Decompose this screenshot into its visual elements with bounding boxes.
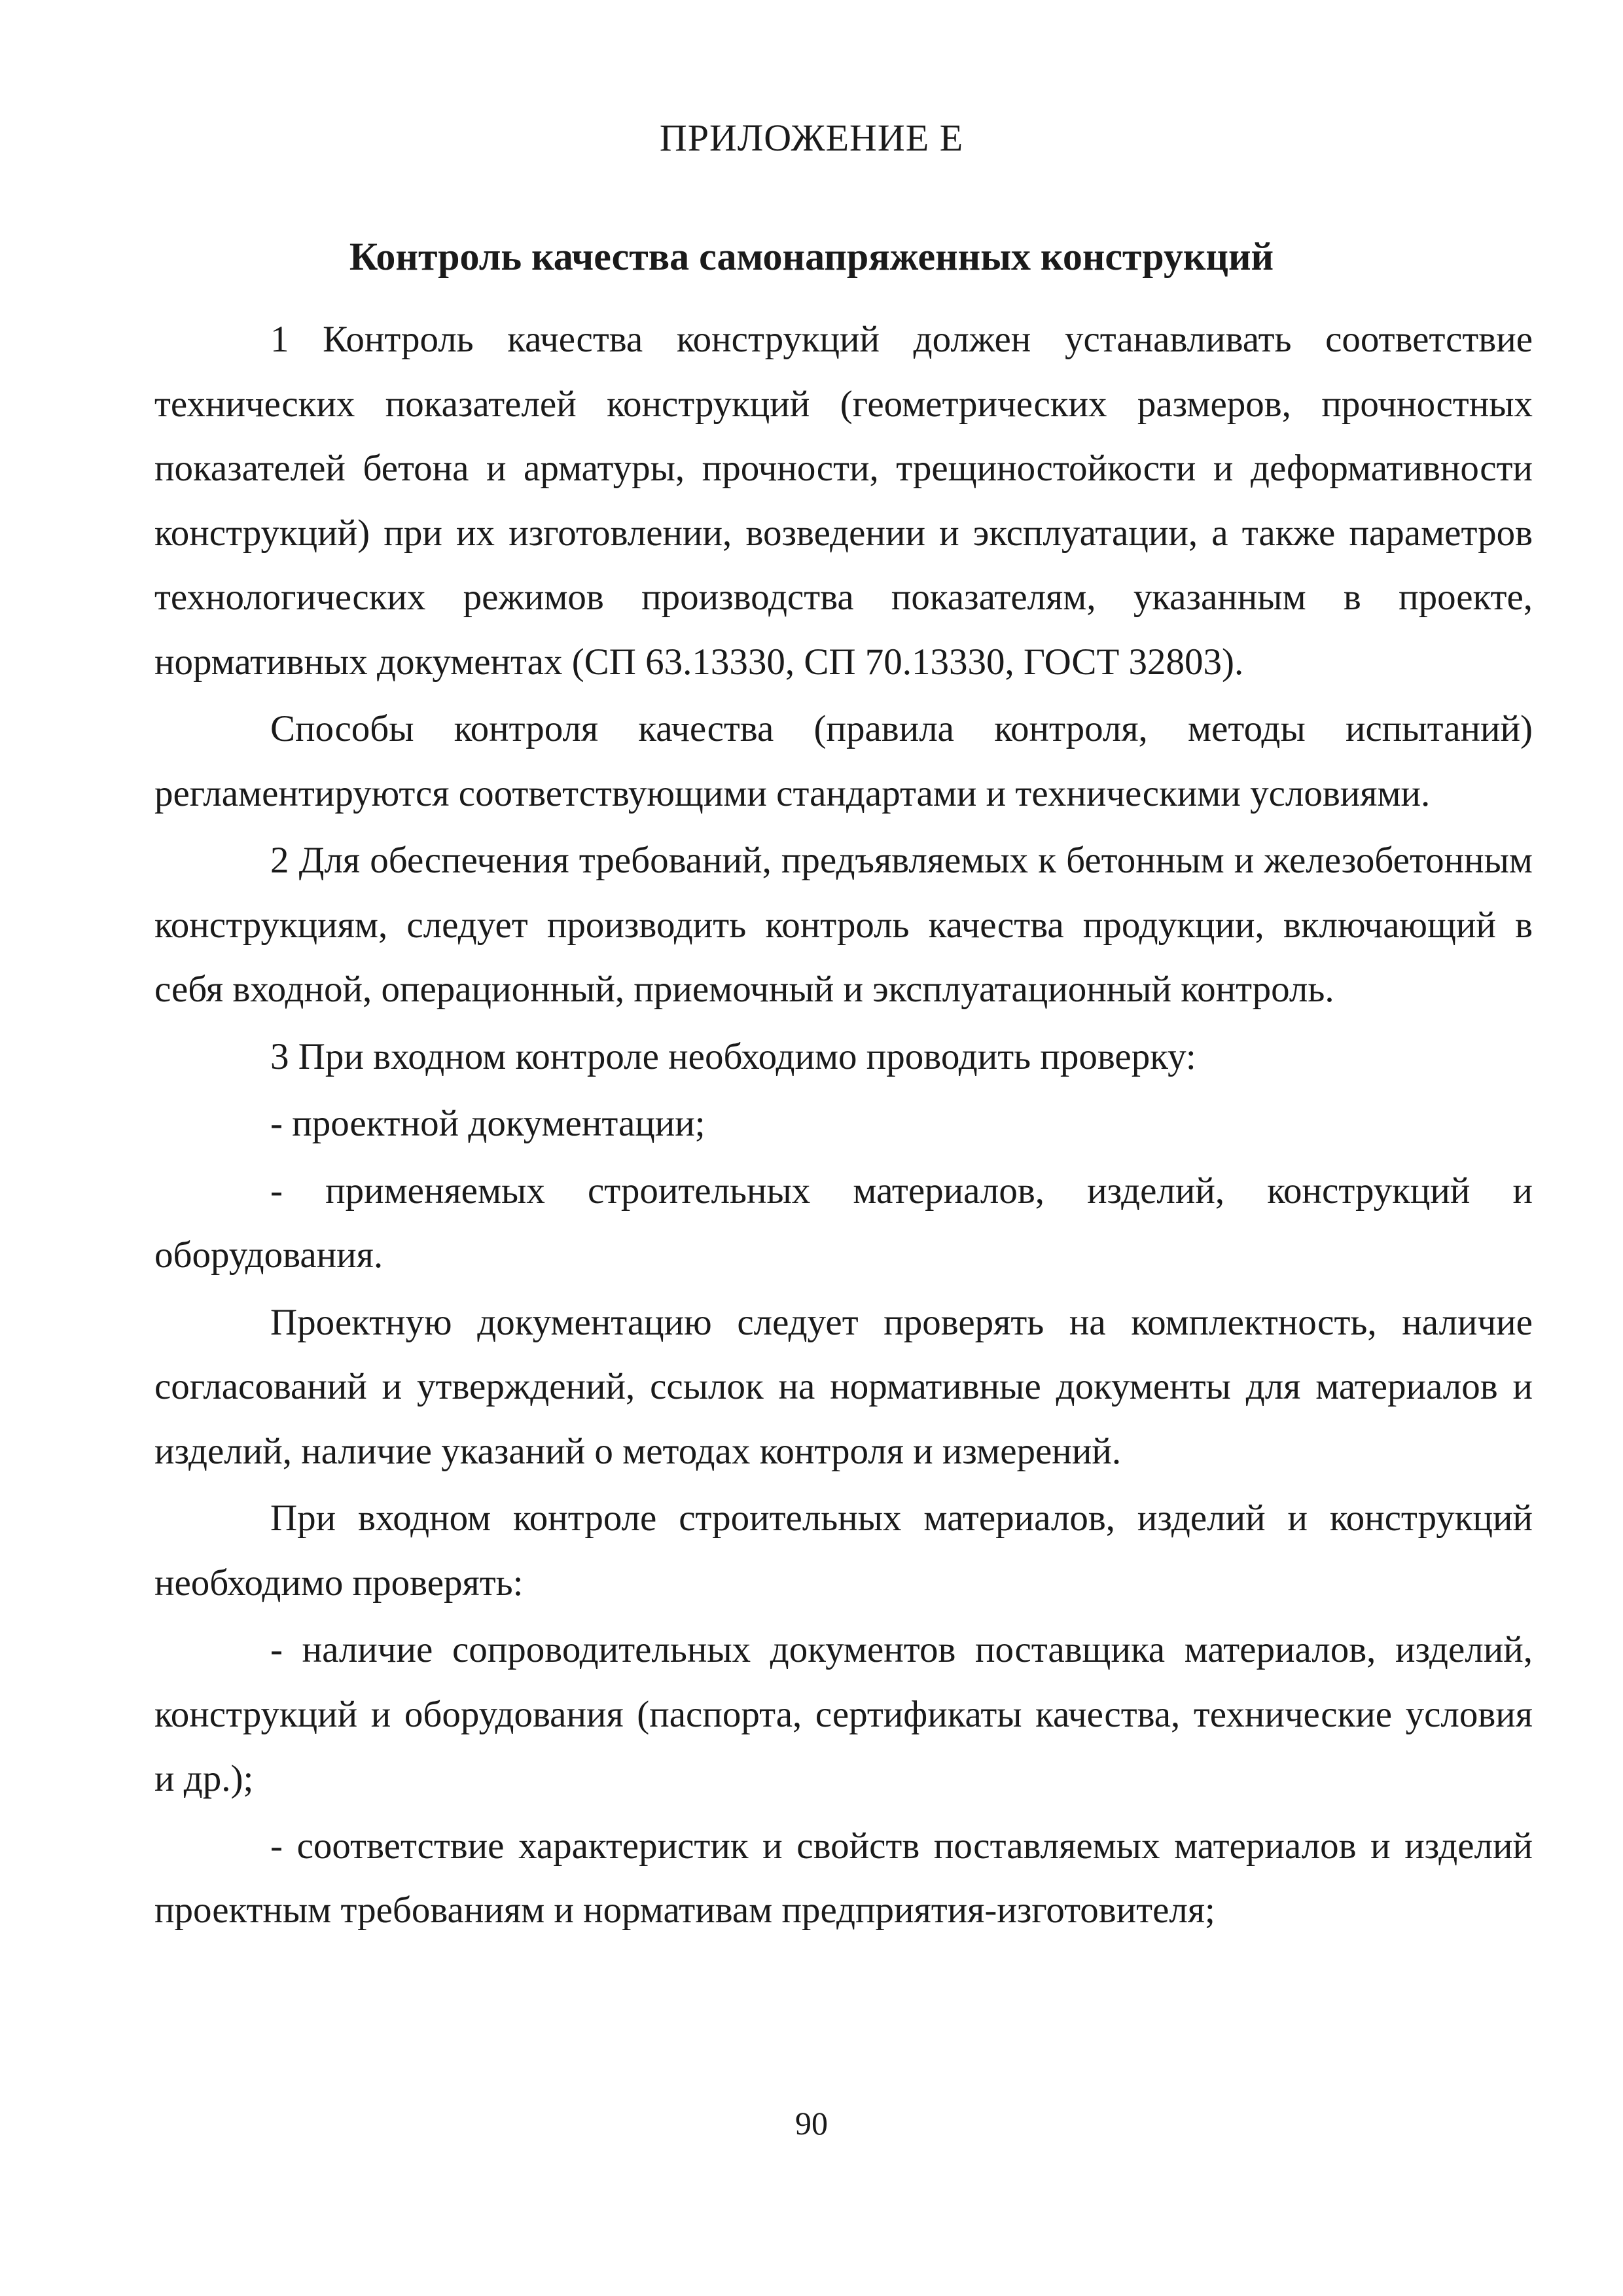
page-number: 90 bbox=[795, 2105, 828, 2142]
paragraph-3: 2 Для обеспечения требований, предъявляемых к бетонным и железобетонным конструкциям, следует производить контроль качества продукции, включающий в себя входной, операционный, приемочный и эксплуатационный контроль. bbox=[154, 840, 1533, 1010]
list-item: - соответствие характеристик и свойств поставляемых материалов и изделий проектным требованиям и нормативам предприятия-изготовителя; bbox=[154, 1825, 1533, 1931]
body-text bbox=[154, 308, 1533, 1943]
appendix-label: ПРИЛОЖЕНИЕ Е bbox=[659, 117, 964, 159]
paragraph-2: Способы контроля качества (правила контроля, методы испытаний) регламентируются соответствующими стандартами и техническими условиями. bbox=[154, 708, 1533, 814]
paragraph-4: 3 При входном контроле необходимо проводить проверку: bbox=[270, 1035, 1196, 1077]
paragraph-1: 1 Контроль качества конструкций должен устанавливать соответствие технических показателей конструкций (геометрических размеров, прочностных показателей бетона и арматуры, прочности, трещиностойкости и деформативности конструкций) при их изготовлении, возведении и эксплуатации, а также параметров технологических режимов производства показателям, указанным в проекте, нормативных документах (СП 63.13330, СП 70.13330, ГОСТ 32803). bbox=[154, 319, 1533, 683]
list-item: - применяемых строительных материалов, изделий, конструкций и оборудования. bbox=[154, 1170, 1533, 1276]
list-item: - проектной документации; bbox=[270, 1103, 705, 1144]
paragraph-7: Проектную документацию следует проверять на комплектность, наличие согласований и утверждений, ссылок на нормативные документы для материалов и изделий, наличие указаний о методах контроля и измерений. bbox=[154, 1301, 1533, 1472]
page-title: Контроль качества самонапряженных конструкций bbox=[349, 235, 1274, 278]
paragraph-8: При входном контроле строительных материалов, изделий и конструкций необходимо проверять: bbox=[154, 1498, 1533, 1604]
list-item: - наличие сопроводительных документов поставщика материалов, изделий, конструкций и оборудования (паспорта, сертификаты качества, технические условия и др.); bbox=[154, 1629, 1533, 1799]
